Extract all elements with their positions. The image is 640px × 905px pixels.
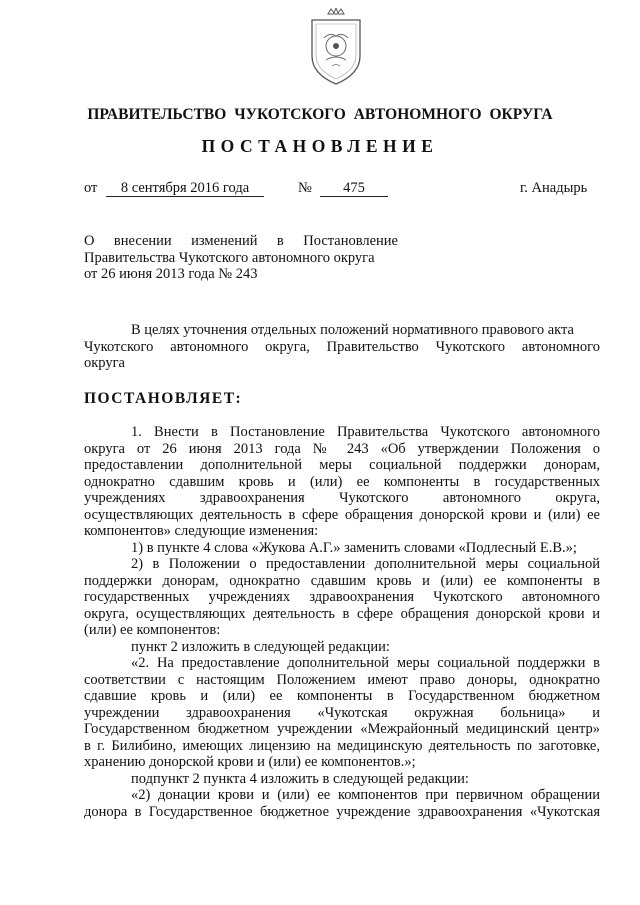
body-line: в г. Билибино, имеющих лицензию на медицинскую деятельность по заготовке,: [84, 737, 600, 754]
body-line: (или) ее компонентов:: [84, 622, 221, 638]
body-line: 1) в пункте 4 слова «Жукова А.Г.» заменить словами «Подлесный Е.В.»;: [131, 539, 577, 556]
body-line: «2. На предоставление дополнительной меры социальной поддержки в: [131, 655, 600, 671]
body-line: 2) в Положении о предоставлении дополнительной меры социальной: [131, 556, 600, 572]
coat-of-arms-emblem: [304, 8, 368, 90]
body-line: компонентов» следующие изменения:: [84, 523, 319, 539]
body-line: округа, осуществляющих деятельность в сфере обращения донорской крови и: [84, 605, 600, 622]
body-line: Государственном бюджетном учреждении «Межрайонный медицинский центр»: [84, 721, 600, 737]
document-subject: [84, 233, 398, 283]
body-line: подпункт 2 пункта 4 изложить в следующей редакции:: [131, 770, 469, 787]
number-prefix: №: [298, 180, 312, 196]
body-line: осуществляющих деятельность в сфере обращения донорской крови и (или) ее: [84, 506, 600, 523]
preamble-line: Чукотского автономного округа, Правительство Чукотского автономного: [84, 338, 600, 355]
government-name: ПРАВИТЕЛЬСТВО ЧУКОТСКОГО АВТОНОМНОГО ОКРУГА: [87, 106, 553, 123]
resolves-heading: ПОСТАНОВЛЯЕТ:: [84, 390, 243, 407]
subject-line: О внесении изменений в Постановление: [84, 233, 398, 249]
preamble-line: В целях уточнения отдельных положений нормативного правового акта: [131, 322, 574, 338]
document-city: г. Анадырь: [520, 180, 588, 196]
preamble-line: округа: [84, 355, 125, 371]
body-line: государственных учреждениях здравоохранения Чукотского автономного: [84, 589, 600, 605]
date-prefix: от: [84, 180, 98, 196]
subject-line: от 26 июня 2013 года № 243: [84, 266, 258, 282]
body-line: пункт 2 изложить в следующей редакции:: [131, 638, 390, 655]
subject-line: Правительства Чукотского автономного округа: [84, 249, 375, 266]
body-line: соответствии с настоящим Положением имеют право доноры, однократно: [84, 671, 600, 688]
body-line: донора в Государственное бюджетное учреждение здравоохранения «Чукотская: [84, 803, 600, 820]
document-body: [84, 424, 600, 820]
body-line: учреждении здравоохранения «Чукотская окружная больница» и: [84, 704, 600, 721]
body-line: предоставлении дополнительной меры социальной поддержки донорам,: [84, 457, 600, 473]
body-line: «2) донации крови и (или) ее компонентов при первичном обращении: [131, 787, 600, 803]
body-line: поддержки донорам, однократно сдавшим кровь и (или) ее компоненты в: [84, 572, 600, 589]
body-line: 1. Внести в Постановление Правительства Чукотского автономного: [131, 424, 600, 440]
document-type-title: ПОСТАНОВЛЕНИЕ: [201, 136, 439, 156]
document-number: 475: [320, 180, 388, 197]
body-line: учреждениях здравоохранения Чукотского автономного округа,: [84, 490, 600, 506]
body-line: хранению донорской крови и (или) ее компонентов.»;: [84, 754, 416, 770]
body-line: сдавшие кровь и (или) ее компоненты в Государственном бюджетном: [84, 688, 600, 704]
body-line: однократно сдавшим кровь и (или) ее компоненты в государственных: [84, 473, 600, 490]
preamble: [84, 322, 600, 372]
body-line: округа от 26 июня 2013 года № 243 «Об утверждении Положения о: [84, 440, 600, 457]
document-date: 8 сентября 2016 года: [106, 180, 264, 197]
